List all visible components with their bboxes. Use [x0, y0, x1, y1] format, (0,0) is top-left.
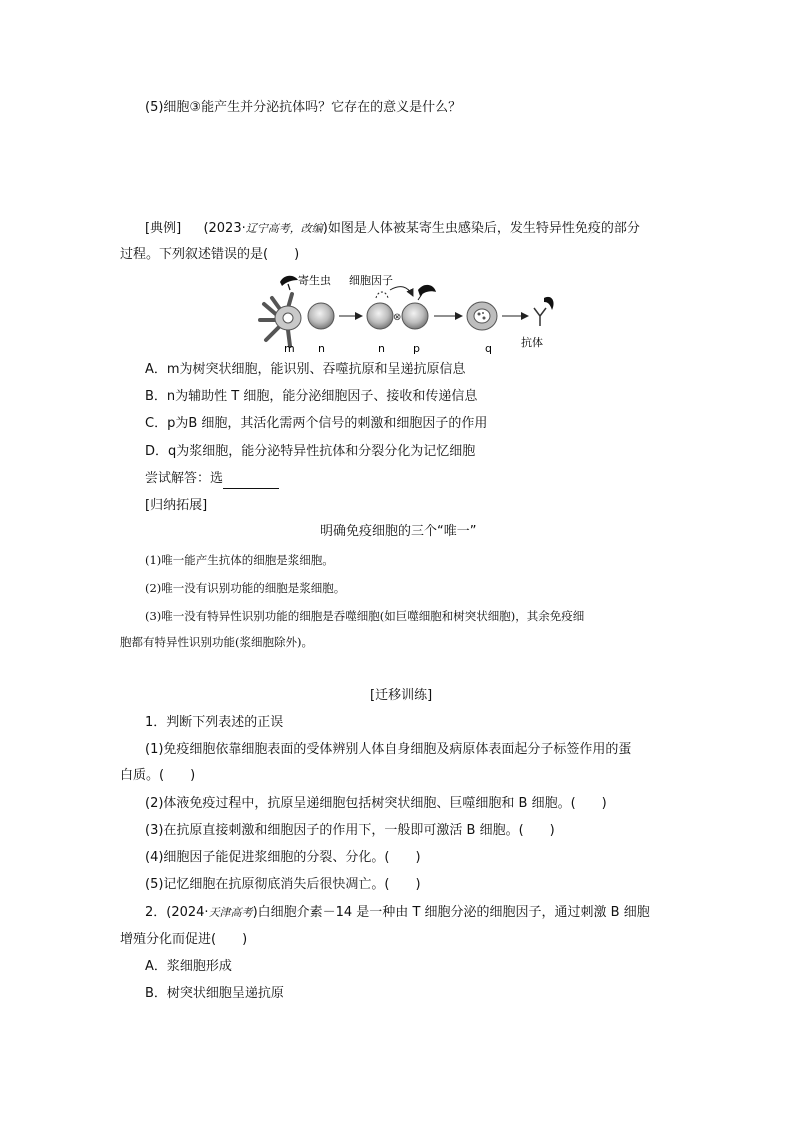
- antibody-icon: [534, 297, 554, 326]
- training-q1-item-2: (2)体液免疫过程中，抗原呈递细胞包括树突状细胞、巨噬细胞和 B 细胞。( ): [145, 796, 607, 811]
- q2-option-b: B．树突状细胞呈递抗原: [145, 986, 284, 1001]
- option-a: A．m为树突状细胞，能识别、吞噬抗原和呈递抗原信息: [145, 362, 466, 377]
- summary-tag: [归纳拓展]: [145, 498, 208, 513]
- plasma-cell: [467, 302, 497, 330]
- training-q1-item-3: (3)在抗原直接刺激和细胞因子的作用下，一般即可激活 B 细胞。( ): [145, 823, 555, 838]
- q2-option-a: A．浆细胞形成: [145, 959, 232, 974]
- q2-source: 天津高考: [208, 906, 253, 919]
- svg-text:⊗: ⊗: [393, 312, 402, 323]
- example-source: 辽宁高考，改编: [245, 222, 323, 235]
- cell-n-2: [367, 303, 393, 329]
- option-d: D．q为浆细胞，能分泌特异性抗体和分裂分化为记忆细胞: [145, 444, 476, 459]
- summary-item-1: (1)唯一能产生抗体的细胞是浆细胞。: [145, 553, 334, 567]
- example-source-open: (2023·: [203, 221, 246, 236]
- cell-n-1: [308, 303, 334, 329]
- answer-prompt: 尝试解答：选: [145, 471, 224, 486]
- summary-item-3-cont: 胞都有特异性识别功能(浆细胞除外)。: [120, 635, 313, 649]
- summary-item-2: (2)唯一没有识别功能的细胞是浆细胞。: [145, 581, 346, 595]
- example-stem-line1: [145, 219, 640, 239]
- summary-title: 明确免疫细胞的三个“唯一”: [320, 524, 477, 539]
- training-q1-item-5: (5)记忆细胞在抗原彻底消失后很快凋亡。( ): [145, 877, 421, 892]
- training-q1-item-4: (4)细胞因子能促进浆细胞的分裂、分化。( ): [145, 850, 421, 865]
- question-5: (5)细胞③能产生并分泌抗体吗？它存在的意义是什么？: [145, 100, 462, 115]
- example-stem-line2: 过程。下列叙述错误的是( ): [120, 247, 300, 262]
- label-p: p: [413, 342, 420, 354]
- training-q1-item-1-cont: 白质。( ): [120, 768, 196, 783]
- label-antibody: 抗体: [521, 336, 543, 349]
- label-cytokine: 细胞因子: [349, 274, 393, 287]
- label-q: q: [485, 342, 492, 354]
- training-q2-stem: [145, 903, 650, 923]
- parasite-on-p-icon: [418, 285, 436, 300]
- q2-text-1: )白细胞介素－14 是一种由 T 细胞分泌的细胞因子，通过刺激 B 细胞: [252, 905, 650, 920]
- option-b: B．n为辅助性 T 细胞，能分泌细胞因子、接收和传递信息: [145, 389, 478, 404]
- parasite-icon: [280, 276, 298, 290]
- answer-line: [145, 469, 279, 489]
- training-q1-item-1: (1)免疫细胞依靠细胞表面的受体辨别人体自身细胞及病原体表面起分子标签作用的蛋: [145, 742, 632, 757]
- example-text-1: 如图是人体被某寄生虫感染后，发生特异性免疫的部分: [327, 221, 640, 236]
- training-q2-stem-cont: 增殖分化而促进( ): [120, 932, 248, 947]
- training-q1-stem: 1．判断下列表述的正误: [145, 715, 284, 730]
- cell-p: [402, 303, 428, 329]
- answer-blank[interactable]: [223, 474, 279, 489]
- label-parasite: 寄生虫: [298, 274, 331, 287]
- dendritic-cell: [260, 294, 301, 346]
- option-c: C．p为B 细胞，其活化需两个信号的刺激和细胞因子的作用: [145, 416, 488, 431]
- q2-prefix: 2．(2024·: [145, 905, 209, 920]
- example-source-close: ): [322, 221, 328, 236]
- label-m: m: [284, 342, 295, 354]
- training-title: [迁移训练]: [370, 688, 433, 703]
- example-tag: [典例]: [145, 221, 182, 236]
- summary-item-3: (3)唯一没有特异性识别功能的细胞是吞噬细胞(如巨噬细胞和树突状细胞)，其余免疫细: [145, 609, 585, 623]
- immune-process-figure: [258, 268, 558, 354]
- label-n1: n: [318, 342, 325, 354]
- label-n2: n: [378, 342, 385, 354]
